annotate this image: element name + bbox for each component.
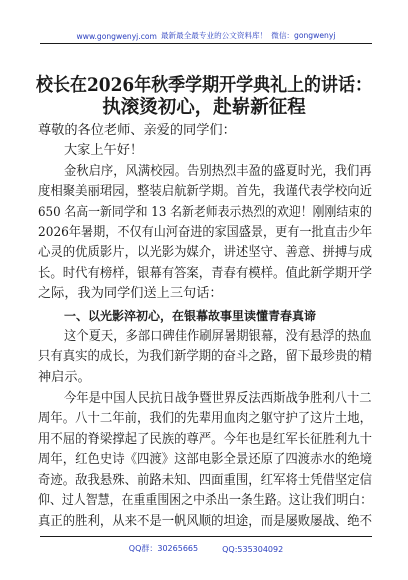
body-line: 长。时代有榜样，银幕有答案，青春有模样。值此新学期开学 [38, 266, 372, 281]
greeting: 大家上午好！ [64, 143, 144, 158]
body-line: 神启示。 [38, 370, 91, 385]
qq-number: QQ:535304092 [222, 545, 284, 554]
qq-group: QQ群：30265665 [128, 544, 199, 553]
wechat-id: 微信：gongwenyj [271, 31, 336, 40]
site-slogan: 最新最全最专业的公文资料库！ [160, 31, 268, 40]
body-line: 仰、过人智慧，在重重围困之中杀出一条生路。这让我们明白： [38, 493, 373, 508]
body-line: 周年。八十二年前，我们的先辈用血肉之躯守护了这片土地， [38, 411, 372, 426]
body-line: 金秋启序，风满校园。告别热烈丰盈的盛夏时光，我们再 [64, 164, 372, 179]
document-title-line-2: 执滚烫初心，赴崭新征程 [102, 97, 306, 118]
page-header [40, 22, 372, 44]
body-line: 周年，红色史诗《四渡》这部电影全景还原了四渡赤水的绝境 [38, 452, 372, 467]
body-line: 之际，我为同学们送上三句话： [38, 286, 223, 301]
section-heading: 一、以光影淬初心，在银幕故事里读懂青春真谛 [64, 309, 317, 323]
salutation: 尊敬的各位老师、亲爱的同学们： [38, 123, 236, 138]
body-line: 真正的胜利，从来不是一帆风顺的坦途，而是屡败屡战、绝不 [38, 514, 372, 529]
body-line: 2026年暑期，不仅有山河奋进的家国盛景，更有一批直击少年 [38, 225, 373, 240]
body-line: 今年是中国人民抗日战争暨世界反法西斯战争胜利八十二 [64, 391, 372, 406]
body-line: 这个夏天，多部口碑佳作刷屏暑期银幕，没有悬浮的热血 [64, 329, 372, 344]
body-line: 用不屈的脊梁撑起了民族的尊严。今年也是红军长征胜利九十 [38, 432, 372, 447]
document-title-line-1: 校长在2026年秋季学期开学典礼上的讲话： [36, 75, 372, 96]
body-line: 心灵的优质影片，以光影为媒介，讲述坚守、善意、拼搏与成 [38, 245, 372, 260]
site-url[interactable]: www.gongwenyj.com [76, 32, 157, 41]
body-line: 度相聚美丽珺园，整装启航新学期。首先，我谨代表学校向近 [38, 184, 372, 199]
body-line: 奇迹。敌我悬殊、前路未知、四面重围，红军将士凭借坚定信 [38, 473, 372, 488]
body-line: 只有真实的成长，为我们新学期的奋斗之路，留下最珍贵的精 [38, 349, 372, 364]
page-footer [40, 536, 372, 554]
body-line: 650 名高一新同学和 13 名新老师表示热烈的欢迎！刚刚结束的 [38, 205, 372, 220]
